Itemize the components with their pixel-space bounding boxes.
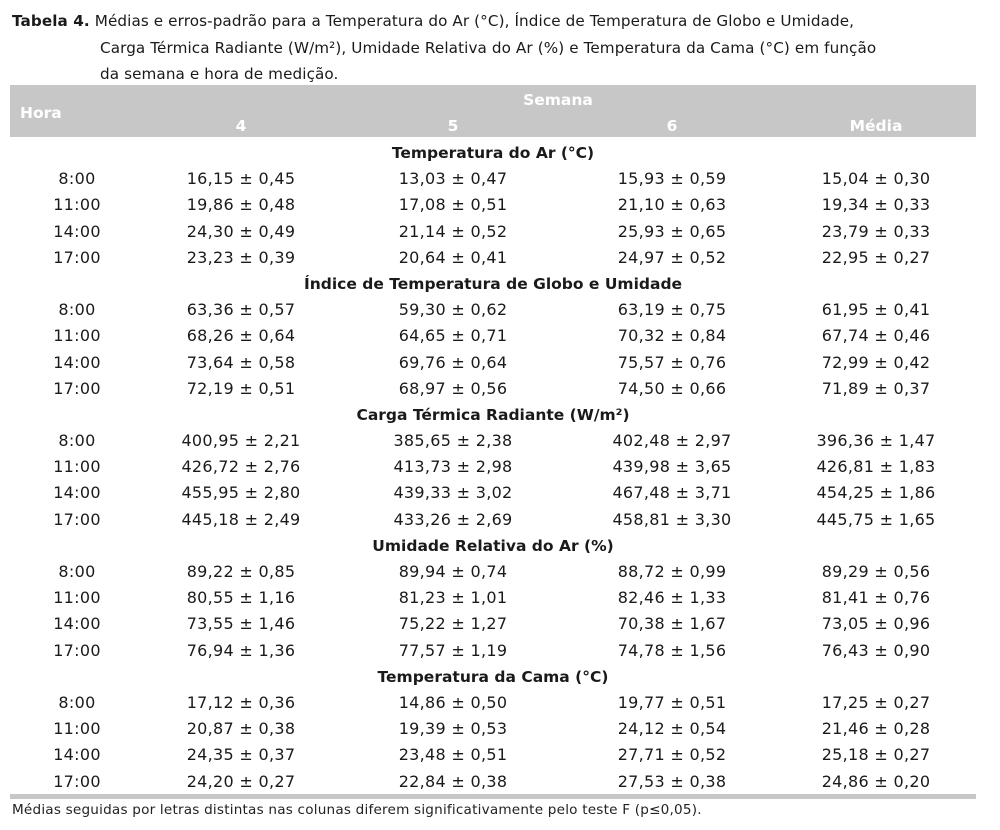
cell-week-4: 73,55 ± 1,46 (186, 614, 296, 634)
cell-week-6: 25,93 ± 0,65 (617, 221, 727, 241)
cell-week-4: 455,95 ± 2,80 (181, 483, 301, 503)
cell-hora: 11:00 (53, 195, 101, 215)
section-title: Temperatura da Cama (°C) (377, 667, 609, 686)
cell-week-6: 458,81 ± 3,30 (612, 509, 732, 529)
cell-week-5: 17,08 ± 0,51 (398, 195, 508, 215)
cell-media: 89,29 ± 0,56 (821, 562, 931, 581)
table-row (10, 507, 976, 533)
cell-hora: 11:00 (53, 326, 101, 346)
cell-hora: 8:00 (58, 300, 96, 320)
cell-hora: 11:00 (53, 588, 101, 608)
table-label: Tabela 4. (12, 12, 90, 30)
cell-media: 72,99 ± 0,42 (821, 352, 931, 372)
table-row (10, 742, 976, 768)
section-title: Carga Térmica Radiante (W/m²) (356, 405, 630, 424)
cell-week-4: 24,35 ± 0,37 (186, 745, 296, 765)
cell-week-6: 27,53 ± 0,38 (617, 771, 727, 791)
cell-week-4: 16,15 ± 0,45 (186, 169, 296, 189)
cell-week-4: 89,22 ± 0,85 (186, 562, 296, 581)
cell-week-6: 19,77 ± 0,51 (617, 692, 727, 712)
cell-media: 24,86 ± 0,20 (821, 771, 931, 791)
cell-media: 445,75 ± 1,65 (816, 509, 936, 529)
header-media: Média (849, 117, 903, 135)
cell-week-5: 385,65 ± 2,38 (393, 431, 513, 451)
caption-line-2: Carga Térmica Radiante (W/m²), Umidade Relativa do Ar (%) e Temperatura da Cama (°C) em função (100, 38, 877, 57)
cell-hora: 17:00 (53, 247, 101, 267)
header-week-4: 4 (235, 117, 247, 135)
cell-media: 22,95 ± 0,27 (821, 247, 931, 267)
cell-week-4: 73,64 ± 0,58 (186, 352, 296, 372)
section-title: Temperatura do Ar (°C) (391, 144, 595, 162)
cell-week-5: 439,33 ± 3,02 (393, 483, 513, 503)
table-row (10, 585, 976, 611)
cell-media: 21,46 ± 0,28 (821, 719, 931, 739)
cell-week-6: 24,97 ± 0,52 (617, 247, 727, 267)
table-row (10, 716, 976, 742)
cell-media: 67,74 ± 0,46 (821, 326, 931, 346)
cell-week-4: 445,18 ± 2,49 (181, 509, 301, 529)
cell-week-6: 75,57 ± 0,76 (617, 352, 727, 372)
table-header (10, 85, 976, 137)
cell-media: 76,43 ± 0,90 (821, 640, 931, 660)
cell-hora: 8:00 (58, 169, 96, 189)
cell-week-4: 72,19 ± 0,51 (186, 378, 296, 398)
cell-week-5: 433,26 ± 2,69 (393, 509, 513, 529)
table-caption (12, 8, 987, 88)
table-row (10, 219, 976, 245)
cell-media: 25,18 ± 0,27 (821, 745, 931, 765)
cell-media: 61,95 ± 0,41 (821, 300, 931, 320)
header-hora: Hora (20, 104, 62, 122)
cell-hora: 14:00 (53, 745, 101, 765)
cell-week-6: 74,78 ± 1,56 (617, 640, 727, 660)
cell-week-5: 59,30 ± 0,62 (398, 300, 508, 320)
cell-week-6: 63,19 ± 0,75 (617, 300, 727, 320)
cell-week-5: 64,65 ± 0,71 (398, 326, 508, 346)
table-row (10, 559, 976, 585)
cell-week-6: 70,32 ± 0,84 (617, 326, 727, 346)
table-row (10, 192, 976, 218)
cell-week-5: 14,86 ± 0,50 (398, 692, 508, 712)
cell-media: 73,05 ± 0,96 (821, 614, 931, 634)
cell-week-5: 68,97 ± 0,56 (398, 378, 508, 398)
caption-text-1: Médias e erros-padrão para a Temperatura do Ar (°C), Índice de Temperatura de Globo e Umidade, (94, 12, 855, 30)
cell-week-5: 69,76 ± 0,64 (398, 352, 508, 372)
cell-week-5: 81,23 ± 1,01 (398, 588, 508, 608)
table-row (10, 350, 976, 376)
cell-hora: 17:00 (53, 378, 101, 398)
cell-week-4: 68,26 ± 0,64 (186, 326, 296, 346)
table-row (10, 480, 976, 506)
table-row (10, 428, 976, 454)
table-row (10, 245, 976, 271)
cell-week-6: 74,50 ± 0,66 (617, 378, 727, 398)
cell-week-4: 24,30 ± 0,49 (186, 221, 296, 241)
section-title: Índice de Temperatura de Globo e Umidade (303, 274, 683, 293)
cell-week-5: 75,22 ± 1,27 (398, 614, 508, 634)
table-row (10, 638, 976, 664)
cell-week-6: 439,98 ± 3,65 (612, 457, 732, 477)
cell-week-4: 426,72 ± 2,76 (181, 457, 301, 477)
cell-media: 19,34 ± 0,33 (821, 195, 931, 215)
cell-hora: 8:00 (58, 692, 96, 712)
table-row (10, 297, 976, 323)
cell-hora: 14:00 (53, 352, 101, 372)
table-body (10, 140, 976, 795)
cell-week-5: 23,48 ± 0,51 (398, 745, 508, 765)
cell-week-6: 402,48 ± 2,97 (612, 431, 732, 451)
cell-week-6: 24,12 ± 0,54 (617, 719, 727, 739)
cell-week-6: 70,38 ± 1,67 (617, 614, 727, 634)
header-week-6: 6 (666, 117, 678, 135)
cell-hora: 14:00 (53, 483, 101, 503)
cell-media: 17,25 ± 0,27 (821, 692, 931, 712)
cell-week-4: 17,12 ± 0,36 (186, 692, 296, 712)
table-row (10, 323, 976, 349)
table-row (10, 454, 976, 480)
cell-hora: 11:00 (53, 719, 101, 739)
cell-week-6: 467,48 ± 3,71 (612, 483, 732, 503)
cell-media: 23,79 ± 0,33 (821, 221, 931, 241)
cell-media: 15,04 ± 0,30 (821, 169, 931, 189)
header-week-5: 5 (447, 117, 459, 135)
table-row (10, 690, 976, 716)
caption-line-1 (12, 8, 987, 35)
cell-week-5: 77,57 ± 1,19 (398, 640, 508, 660)
header-semana: Semana (523, 91, 593, 109)
cell-hora: 14:00 (53, 614, 101, 634)
cell-media: 426,81 ± 1,83 (816, 457, 936, 477)
cell-week-5: 22,84 ± 0,38 (398, 771, 508, 791)
cell-week-4: 400,95 ± 2,21 (181, 431, 301, 451)
cell-week-6: 21,10 ± 0,63 (617, 195, 727, 215)
cell-media: 81,41 ± 0,76 (821, 588, 931, 608)
cell-week-5: 21,14 ± 0,52 (398, 221, 508, 241)
table-row (10, 611, 976, 637)
cell-week-4: 23,23 ± 0,39 (186, 247, 296, 267)
cell-media: 396,36 ± 1,47 (816, 431, 936, 451)
table-bottom-rule (10, 794, 976, 799)
cell-week-4: 24,20 ± 0,27 (186, 771, 296, 791)
cell-week-6: 88,72 ± 0,99 (617, 562, 727, 581)
cell-hora: 11:00 (53, 457, 101, 477)
cell-week-5: 19,39 ± 0,53 (398, 719, 508, 739)
table-row (10, 769, 976, 795)
cell-week-5: 13,03 ± 0,47 (398, 169, 508, 189)
table-row (10, 166, 976, 192)
cell-week-5: 20,64 ± 0,41 (398, 247, 508, 267)
cell-hora: 8:00 (58, 562, 96, 581)
section-title: Umidade Relativa do Ar (%) (372, 536, 614, 555)
cell-week-4: 63,36 ± 0,57 (186, 300, 296, 320)
cell-week-4: 20,87 ± 0,38 (186, 719, 296, 739)
cell-week-6: 82,46 ± 1,33 (617, 588, 727, 608)
cell-week-5: 413,73 ± 2,98 (393, 457, 513, 477)
cell-week-5: 89,94 ± 0,74 (398, 562, 508, 581)
cell-hora: 17:00 (53, 640, 101, 660)
cell-media: 71,89 ± 0,37 (821, 378, 931, 398)
cell-media: 454,25 ± 1,86 (816, 483, 936, 503)
cell-week-4: 19,86 ± 0,48 (186, 195, 296, 215)
cell-hora: 14:00 (53, 221, 101, 241)
cell-week-4: 76,94 ± 1,36 (186, 640, 296, 660)
table-footnote: Médias seguidas por letras distintas nas colunas diferem significativamente pelo teste F (p≤0,05). (12, 802, 702, 818)
table-row (10, 376, 976, 402)
cell-week-6: 15,93 ± 0,59 (617, 169, 727, 189)
cell-hora: 8:00 (58, 431, 96, 451)
cell-hora: 17:00 (53, 509, 101, 529)
cell-week-4: 80,55 ± 1,16 (186, 588, 296, 608)
cell-hora: 17:00 (53, 771, 101, 791)
cell-week-6: 27,71 ± 0,52 (617, 745, 727, 765)
caption-line-3: da semana e hora de medição. (100, 65, 339, 83)
